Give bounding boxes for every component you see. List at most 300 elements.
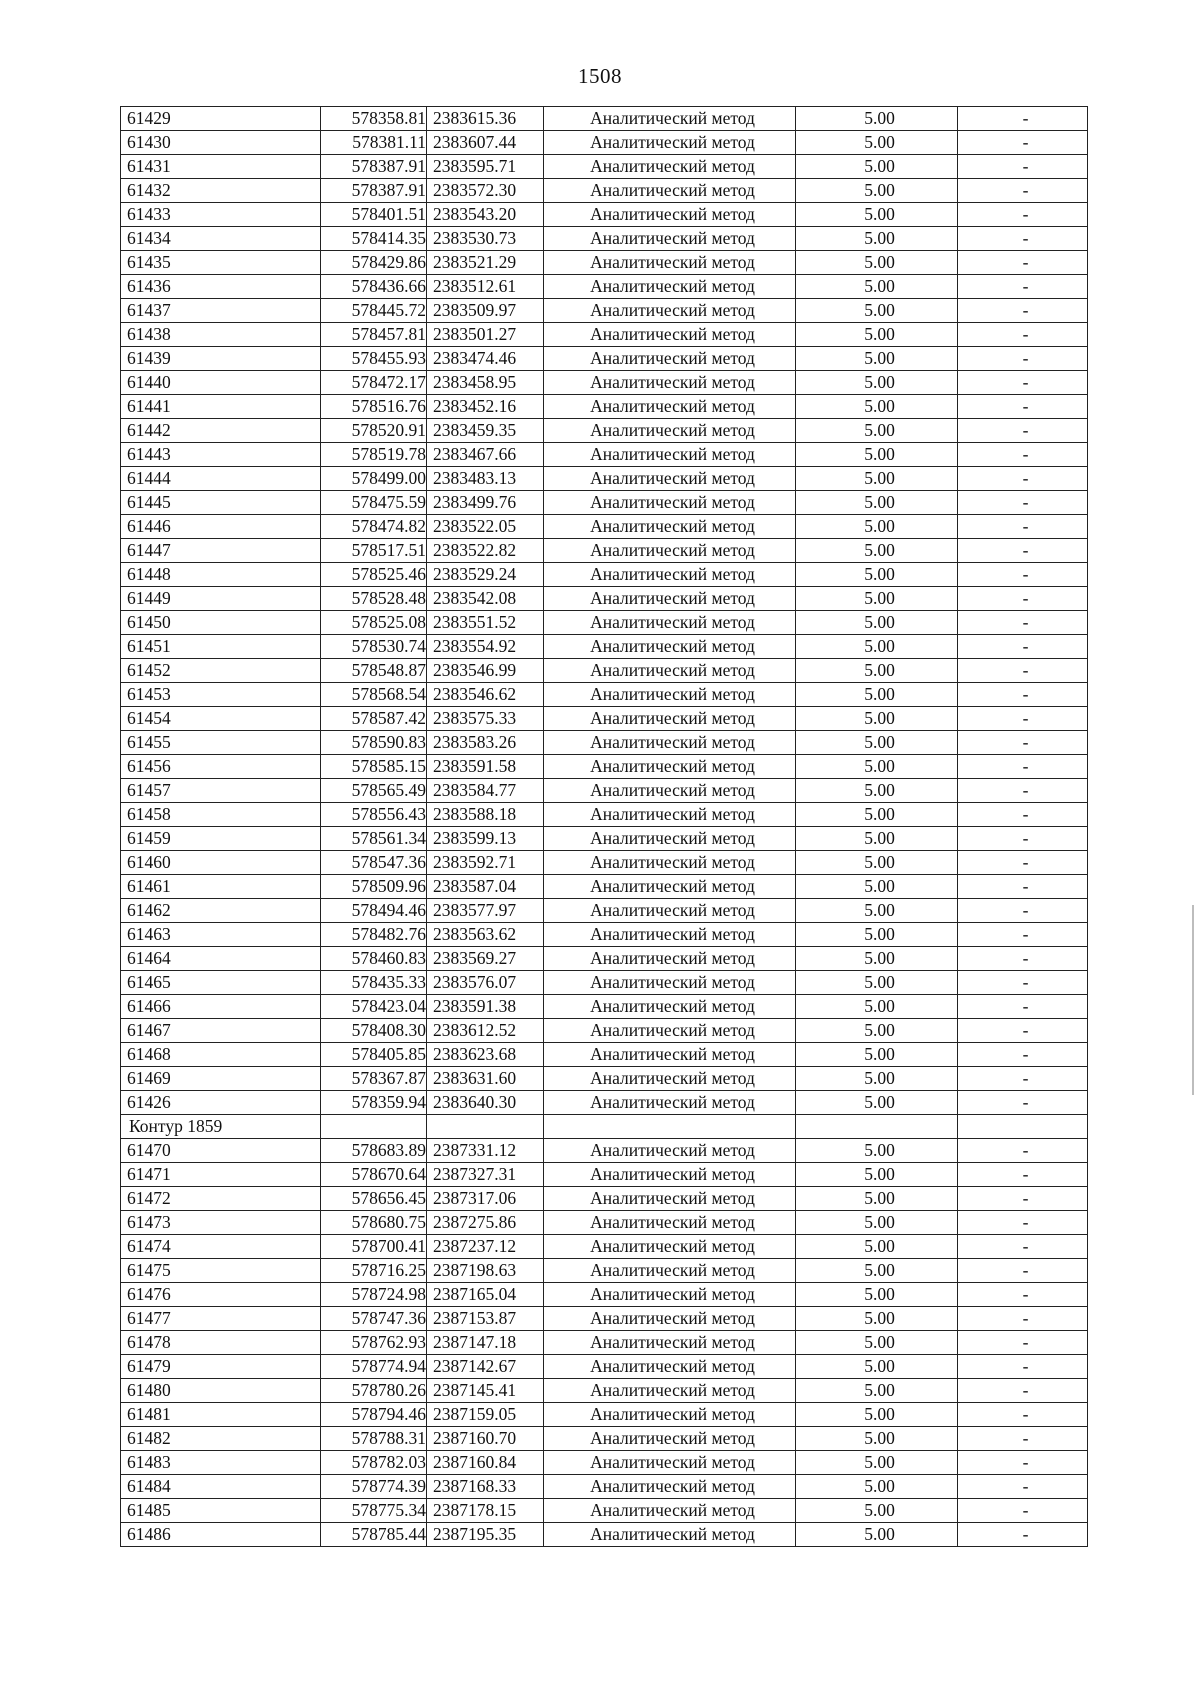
x-coordinate-cell: 578435.33 — [321, 971, 427, 995]
accuracy-cell: 5.00 — [796, 1259, 958, 1283]
page-number: 1508 — [578, 64, 622, 88]
method-cell: Аналитический метод — [544, 587, 796, 611]
accuracy-cell: 5.00 — [796, 1499, 958, 1523]
accuracy-cell: 5.00 — [796, 323, 958, 347]
x-coordinate-cell: 578401.51 — [321, 203, 427, 227]
accuracy-cell: 5.00 — [796, 1379, 958, 1403]
empty-cell — [321, 1115, 427, 1139]
y-coordinate-cell: 2387275.86 — [427, 1211, 544, 1235]
note-cell: - — [958, 203, 1088, 227]
note-cell: - — [958, 1163, 1088, 1187]
note-cell: - — [958, 1307, 1088, 1331]
y-coordinate-cell: 2383509.97 — [427, 299, 544, 323]
method-cell: Аналитический метод — [544, 851, 796, 875]
table-row — [121, 635, 1088, 659]
y-coordinate-cell: 2387178.15 — [427, 1499, 544, 1523]
note-cell: - — [958, 251, 1088, 275]
accuracy-cell: 5.00 — [796, 923, 958, 947]
x-coordinate-cell: 578436.66 — [321, 275, 427, 299]
empty-cell — [427, 1115, 544, 1139]
point-id-cell: 61438 — [121, 323, 321, 347]
accuracy-cell: 5.00 — [796, 1019, 958, 1043]
accuracy-cell: 5.00 — [796, 563, 958, 587]
point-id-cell: 61477 — [121, 1307, 321, 1331]
point-id-cell: 61486 — [121, 1523, 321, 1547]
x-coordinate-cell: 578788.31 — [321, 1427, 427, 1451]
table-row — [121, 1139, 1088, 1163]
method-cell: Аналитический метод — [544, 899, 796, 923]
method-cell: Аналитический метод — [544, 1043, 796, 1067]
table-row — [121, 323, 1088, 347]
table-row — [121, 227, 1088, 251]
y-coordinate-cell: 2383631.60 — [427, 1067, 544, 1091]
table-row — [121, 683, 1088, 707]
table-row — [121, 515, 1088, 539]
method-cell: Аналитический метод — [544, 659, 796, 683]
note-cell: - — [958, 467, 1088, 491]
x-coordinate-cell: 578525.46 — [321, 563, 427, 587]
point-id-cell: 61434 — [121, 227, 321, 251]
note-cell: - — [958, 1067, 1088, 1091]
table-row — [121, 347, 1088, 371]
method-cell: Аналитический метод — [544, 179, 796, 203]
table-row — [121, 827, 1088, 851]
x-coordinate-cell: 578716.25 — [321, 1259, 427, 1283]
point-id-cell: 61447 — [121, 539, 321, 563]
x-coordinate-cell: 578568.54 — [321, 683, 427, 707]
accuracy-cell: 5.00 — [796, 107, 958, 131]
note-cell: - — [958, 1499, 1088, 1523]
y-coordinate-cell: 2383483.13 — [427, 467, 544, 491]
table-row — [121, 1067, 1088, 1091]
point-id-cell: 61484 — [121, 1475, 321, 1499]
y-coordinate-cell: 2387147.18 — [427, 1331, 544, 1355]
accuracy-cell: 5.00 — [796, 179, 958, 203]
note-cell: - — [958, 1019, 1088, 1043]
point-id-cell: 61470 — [121, 1139, 321, 1163]
table-row — [121, 251, 1088, 275]
accuracy-cell: 5.00 — [796, 155, 958, 179]
accuracy-cell: 5.00 — [796, 1331, 958, 1355]
note-cell: - — [958, 1139, 1088, 1163]
method-cell: Аналитический метод — [544, 107, 796, 131]
y-coordinate-cell: 2383551.52 — [427, 611, 544, 635]
table-row — [121, 803, 1088, 827]
x-coordinate-cell: 578762.93 — [321, 1331, 427, 1355]
x-coordinate-cell: 578457.81 — [321, 323, 427, 347]
y-coordinate-cell: 2387165.04 — [427, 1283, 544, 1307]
table-row — [121, 923, 1088, 947]
accuracy-cell: 5.00 — [796, 275, 958, 299]
y-coordinate-cell: 2383575.33 — [427, 707, 544, 731]
point-id-cell: 61436 — [121, 275, 321, 299]
table-row — [121, 371, 1088, 395]
y-coordinate-cell: 2387153.87 — [427, 1307, 544, 1331]
point-id-cell: 61460 — [121, 851, 321, 875]
method-cell: Аналитический метод — [544, 1259, 796, 1283]
note-cell: - — [958, 515, 1088, 539]
y-coordinate-cell: 2383615.36 — [427, 107, 544, 131]
y-coordinate-cell: 2383452.16 — [427, 395, 544, 419]
point-id-cell: 61456 — [121, 755, 321, 779]
method-cell: Аналитический метод — [544, 563, 796, 587]
point-id-cell: 61442 — [121, 419, 321, 443]
accuracy-cell: 5.00 — [796, 755, 958, 779]
accuracy-cell: 5.00 — [796, 875, 958, 899]
method-cell: Аналитический метод — [544, 803, 796, 827]
note-cell: - — [958, 971, 1088, 995]
point-id-cell: 61465 — [121, 971, 321, 995]
method-cell: Аналитический метод — [544, 155, 796, 179]
method-cell: Аналитический метод — [544, 1019, 796, 1043]
x-coordinate-cell: 578548.87 — [321, 659, 427, 683]
y-coordinate-cell: 2383591.38 — [427, 995, 544, 1019]
accuracy-cell: 5.00 — [796, 419, 958, 443]
y-coordinate-cell: 2383474.46 — [427, 347, 544, 371]
point-id-cell: 61433 — [121, 203, 321, 227]
point-id-cell: 61483 — [121, 1451, 321, 1475]
x-coordinate-cell: 578455.93 — [321, 347, 427, 371]
method-cell: Аналитический метод — [544, 299, 796, 323]
accuracy-cell: 5.00 — [796, 707, 958, 731]
x-coordinate-cell: 578561.34 — [321, 827, 427, 851]
accuracy-cell: 5.00 — [796, 611, 958, 635]
method-cell: Аналитический метод — [544, 971, 796, 995]
y-coordinate-cell: 2383499.76 — [427, 491, 544, 515]
method-cell: Аналитический метод — [544, 635, 796, 659]
table-row — [121, 851, 1088, 875]
accuracy-cell: 5.00 — [796, 1451, 958, 1475]
y-coordinate-cell: 2383522.05 — [427, 515, 544, 539]
point-id-cell: 61459 — [121, 827, 321, 851]
point-id-cell: 61455 — [121, 731, 321, 755]
x-coordinate-cell: 578359.94 — [321, 1091, 427, 1115]
x-coordinate-cell: 578472.17 — [321, 371, 427, 395]
x-coordinate-cell: 578381.11 — [321, 131, 427, 155]
method-cell: Аналитический метод — [544, 539, 796, 563]
point-id-cell: 61469 — [121, 1067, 321, 1091]
x-coordinate-cell: 578414.35 — [321, 227, 427, 251]
note-cell: - — [958, 563, 1088, 587]
note-cell: - — [958, 491, 1088, 515]
x-coordinate-cell: 578445.72 — [321, 299, 427, 323]
x-coordinate-cell: 578516.76 — [321, 395, 427, 419]
y-coordinate-cell: 2387159.05 — [427, 1403, 544, 1427]
point-id-cell: 61458 — [121, 803, 321, 827]
table-row — [121, 779, 1088, 803]
method-cell: Аналитический метод — [544, 1187, 796, 1211]
table-row — [121, 899, 1088, 923]
point-id-cell: 61482 — [121, 1427, 321, 1451]
accuracy-cell: 5.00 — [796, 131, 958, 155]
method-cell: Аналитический метод — [544, 443, 796, 467]
point-id-cell: 61474 — [121, 1235, 321, 1259]
y-coordinate-cell: 2383572.30 — [427, 179, 544, 203]
method-cell: Аналитический метод — [544, 755, 796, 779]
contour-group-row — [121, 1115, 1088, 1139]
point-id-cell: 61432 — [121, 179, 321, 203]
note-cell: - — [958, 683, 1088, 707]
method-cell: Аналитический метод — [544, 731, 796, 755]
method-cell: Аналитический метод — [544, 227, 796, 251]
point-id-cell: 61453 — [121, 683, 321, 707]
x-coordinate-cell: 578387.91 — [321, 155, 427, 179]
table-row — [121, 755, 1088, 779]
accuracy-cell: 5.00 — [796, 995, 958, 1019]
accuracy-cell: 5.00 — [796, 635, 958, 659]
point-id-cell: 61468 — [121, 1043, 321, 1067]
point-id-cell: 61485 — [121, 1499, 321, 1523]
note-cell: - — [958, 1379, 1088, 1403]
accuracy-cell: 5.00 — [796, 1211, 958, 1235]
table-row — [121, 1523, 1088, 1547]
accuracy-cell: 5.00 — [796, 251, 958, 275]
method-cell: Аналитический метод — [544, 1499, 796, 1523]
method-cell: Аналитический метод — [544, 1307, 796, 1331]
table-row — [121, 275, 1088, 299]
x-coordinate-cell: 578517.51 — [321, 539, 427, 563]
x-coordinate-cell: 578519.78 — [321, 443, 427, 467]
accuracy-cell: 5.00 — [796, 299, 958, 323]
y-coordinate-cell: 2383546.99 — [427, 659, 544, 683]
point-id-cell: 61476 — [121, 1283, 321, 1307]
y-coordinate-cell: 2383530.73 — [427, 227, 544, 251]
note-cell: - — [958, 707, 1088, 731]
y-coordinate-cell: 2387195.35 — [427, 1523, 544, 1547]
point-id-cell: 61464 — [121, 947, 321, 971]
x-coordinate-cell: 578794.46 — [321, 1403, 427, 1427]
accuracy-cell: 5.00 — [796, 371, 958, 395]
note-cell: - — [958, 1475, 1088, 1499]
point-id-cell: 61475 — [121, 1259, 321, 1283]
note-cell: - — [958, 227, 1088, 251]
note-cell: - — [958, 371, 1088, 395]
accuracy-cell: 5.00 — [796, 1307, 958, 1331]
table-row — [121, 659, 1088, 683]
method-cell: Аналитический метод — [544, 683, 796, 707]
x-coordinate-cell: 578408.30 — [321, 1019, 427, 1043]
point-id-cell: 61478 — [121, 1331, 321, 1355]
table-row — [121, 395, 1088, 419]
method-cell: Аналитический метод — [544, 1403, 796, 1427]
y-coordinate-cell: 2383599.13 — [427, 827, 544, 851]
note-cell: - — [958, 1259, 1088, 1283]
note-cell: - — [958, 539, 1088, 563]
y-coordinate-cell: 2383577.97 — [427, 899, 544, 923]
point-id-cell: 61462 — [121, 899, 321, 923]
x-coordinate-cell: 578499.00 — [321, 467, 427, 491]
x-coordinate-cell: 578670.64 — [321, 1163, 427, 1187]
empty-cell — [796, 1115, 958, 1139]
method-cell: Аналитический метод — [544, 995, 796, 1019]
point-id-cell: 61479 — [121, 1355, 321, 1379]
point-id-cell: 61481 — [121, 1403, 321, 1427]
accuracy-cell: 5.00 — [796, 539, 958, 563]
accuracy-cell: 5.00 — [796, 1283, 958, 1307]
x-coordinate-cell: 578530.74 — [321, 635, 427, 659]
accuracy-cell: 5.00 — [796, 827, 958, 851]
contour-label: Контур 1859 — [121, 1115, 321, 1139]
y-coordinate-cell: 2383501.27 — [427, 323, 544, 347]
table-row — [121, 707, 1088, 731]
note-cell: - — [958, 899, 1088, 923]
y-coordinate-cell: 2383522.82 — [427, 539, 544, 563]
y-coordinate-cell: 2383592.71 — [427, 851, 544, 875]
x-coordinate-cell: 578358.81 — [321, 107, 427, 131]
table-row — [121, 203, 1088, 227]
y-coordinate-cell: 2387331.12 — [427, 1139, 544, 1163]
x-coordinate-cell: 578547.36 — [321, 851, 427, 875]
accuracy-cell: 5.00 — [796, 587, 958, 611]
accuracy-cell: 5.00 — [796, 347, 958, 371]
table-row — [121, 179, 1088, 203]
y-coordinate-cell: 2383612.52 — [427, 1019, 544, 1043]
accuracy-cell: 5.00 — [796, 851, 958, 875]
table-row — [121, 1307, 1088, 1331]
accuracy-cell: 5.00 — [796, 227, 958, 251]
y-coordinate-cell: 2387327.31 — [427, 1163, 544, 1187]
table-row — [121, 1019, 1088, 1043]
note-cell: - — [958, 923, 1088, 947]
method-cell: Аналитический метод — [544, 875, 796, 899]
x-coordinate-cell: 578656.45 — [321, 1187, 427, 1211]
note-cell: - — [958, 107, 1088, 131]
point-id-cell: 61463 — [121, 923, 321, 947]
y-coordinate-cell: 2383529.24 — [427, 563, 544, 587]
note-cell: - — [958, 659, 1088, 683]
point-id-cell: 61452 — [121, 659, 321, 683]
y-coordinate-cell: 2383569.27 — [427, 947, 544, 971]
note-cell: - — [958, 731, 1088, 755]
x-coordinate-cell: 578482.76 — [321, 923, 427, 947]
method-cell: Аналитический метод — [544, 947, 796, 971]
point-id-cell: 61437 — [121, 299, 321, 323]
table-row — [121, 995, 1088, 1019]
point-id-cell: 61461 — [121, 875, 321, 899]
x-coordinate-cell: 578700.41 — [321, 1235, 427, 1259]
x-coordinate-cell: 578585.15 — [321, 755, 427, 779]
y-coordinate-cell: 2383546.62 — [427, 683, 544, 707]
point-id-cell: 61471 — [121, 1163, 321, 1187]
x-coordinate-cell: 578785.44 — [321, 1523, 427, 1547]
note-cell: - — [958, 1403, 1088, 1427]
method-cell: Аналитический метод — [544, 467, 796, 491]
y-coordinate-cell: 2383640.30 — [427, 1091, 544, 1115]
table-row — [121, 443, 1088, 467]
note-cell: - — [958, 179, 1088, 203]
x-coordinate-cell: 578780.26 — [321, 1379, 427, 1403]
point-id-cell: 61472 — [121, 1187, 321, 1211]
y-coordinate-cell: 2383587.04 — [427, 875, 544, 899]
note-cell: - — [958, 1235, 1088, 1259]
point-id-cell: 61426 — [121, 1091, 321, 1115]
accuracy-cell: 5.00 — [796, 971, 958, 995]
table-row — [121, 875, 1088, 899]
y-coordinate-cell: 2387145.41 — [427, 1379, 544, 1403]
x-coordinate-cell: 578405.85 — [321, 1043, 427, 1067]
accuracy-cell: 5.00 — [796, 1403, 958, 1427]
x-coordinate-cell: 578590.83 — [321, 731, 427, 755]
table-row — [121, 491, 1088, 515]
point-id-cell: 61430 — [121, 131, 321, 155]
method-cell: Аналитический метод — [544, 1355, 796, 1379]
method-cell: Аналитический метод — [544, 275, 796, 299]
x-coordinate-cell: 578782.03 — [321, 1451, 427, 1475]
y-coordinate-cell: 2383467.66 — [427, 443, 544, 467]
method-cell: Аналитический метод — [544, 779, 796, 803]
x-coordinate-cell: 578525.08 — [321, 611, 427, 635]
y-coordinate-cell: 2383459.35 — [427, 419, 544, 443]
point-id-cell: 61466 — [121, 995, 321, 1019]
coordinates-table — [120, 106, 1088, 1547]
table-row — [121, 1475, 1088, 1499]
method-cell: Аналитический метод — [544, 491, 796, 515]
note-cell: - — [958, 419, 1088, 443]
note-cell: - — [958, 803, 1088, 827]
point-id-cell: 61480 — [121, 1379, 321, 1403]
note-cell: - — [958, 611, 1088, 635]
table-row — [121, 539, 1088, 563]
table-row — [121, 419, 1088, 443]
point-id-cell: 61467 — [121, 1019, 321, 1043]
note-cell: - — [958, 947, 1088, 971]
y-coordinate-cell: 2383583.26 — [427, 731, 544, 755]
note-cell: - — [958, 1187, 1088, 1211]
table-row — [121, 611, 1088, 635]
y-coordinate-cell: 2387160.70 — [427, 1427, 544, 1451]
x-coordinate-cell: 578683.89 — [321, 1139, 427, 1163]
note-cell: - — [958, 1211, 1088, 1235]
note-cell: - — [958, 347, 1088, 371]
method-cell: Аналитический метод — [544, 923, 796, 947]
x-coordinate-cell: 578509.96 — [321, 875, 427, 899]
table-row — [121, 971, 1088, 995]
y-coordinate-cell: 2387142.67 — [427, 1355, 544, 1379]
method-cell: Аналитический метод — [544, 323, 796, 347]
point-id-cell: 61449 — [121, 587, 321, 611]
method-cell: Аналитический метод — [544, 1523, 796, 1547]
table-row — [121, 155, 1088, 179]
x-coordinate-cell: 578556.43 — [321, 803, 427, 827]
table-row — [121, 1427, 1088, 1451]
table-row — [121, 107, 1088, 131]
note-cell: - — [958, 155, 1088, 179]
accuracy-cell: 5.00 — [796, 467, 958, 491]
note-cell: - — [958, 875, 1088, 899]
method-cell: Аналитический метод — [544, 515, 796, 539]
y-coordinate-cell: 2383512.61 — [427, 275, 544, 299]
point-id-cell: 61454 — [121, 707, 321, 731]
x-coordinate-cell: 578775.34 — [321, 1499, 427, 1523]
note-cell: - — [958, 323, 1088, 347]
point-id-cell: 61457 — [121, 779, 321, 803]
y-coordinate-cell: 2383521.29 — [427, 251, 544, 275]
y-coordinate-cell: 2383595.71 — [427, 155, 544, 179]
table-row — [121, 1235, 1088, 1259]
y-coordinate-cell: 2387160.84 — [427, 1451, 544, 1475]
method-cell: Аналитический метод — [544, 1211, 796, 1235]
accuracy-cell: 5.00 — [796, 515, 958, 539]
accuracy-cell: 5.00 — [796, 899, 958, 923]
method-cell: Аналитический метод — [544, 1163, 796, 1187]
method-cell: Аналитический метод — [544, 1283, 796, 1307]
x-coordinate-cell: 578460.83 — [321, 947, 427, 971]
method-cell: Аналитический метод — [544, 707, 796, 731]
note-cell: - — [958, 1355, 1088, 1379]
accuracy-cell: 5.00 — [796, 491, 958, 515]
accuracy-cell: 5.00 — [796, 683, 958, 707]
table-row — [121, 1187, 1088, 1211]
